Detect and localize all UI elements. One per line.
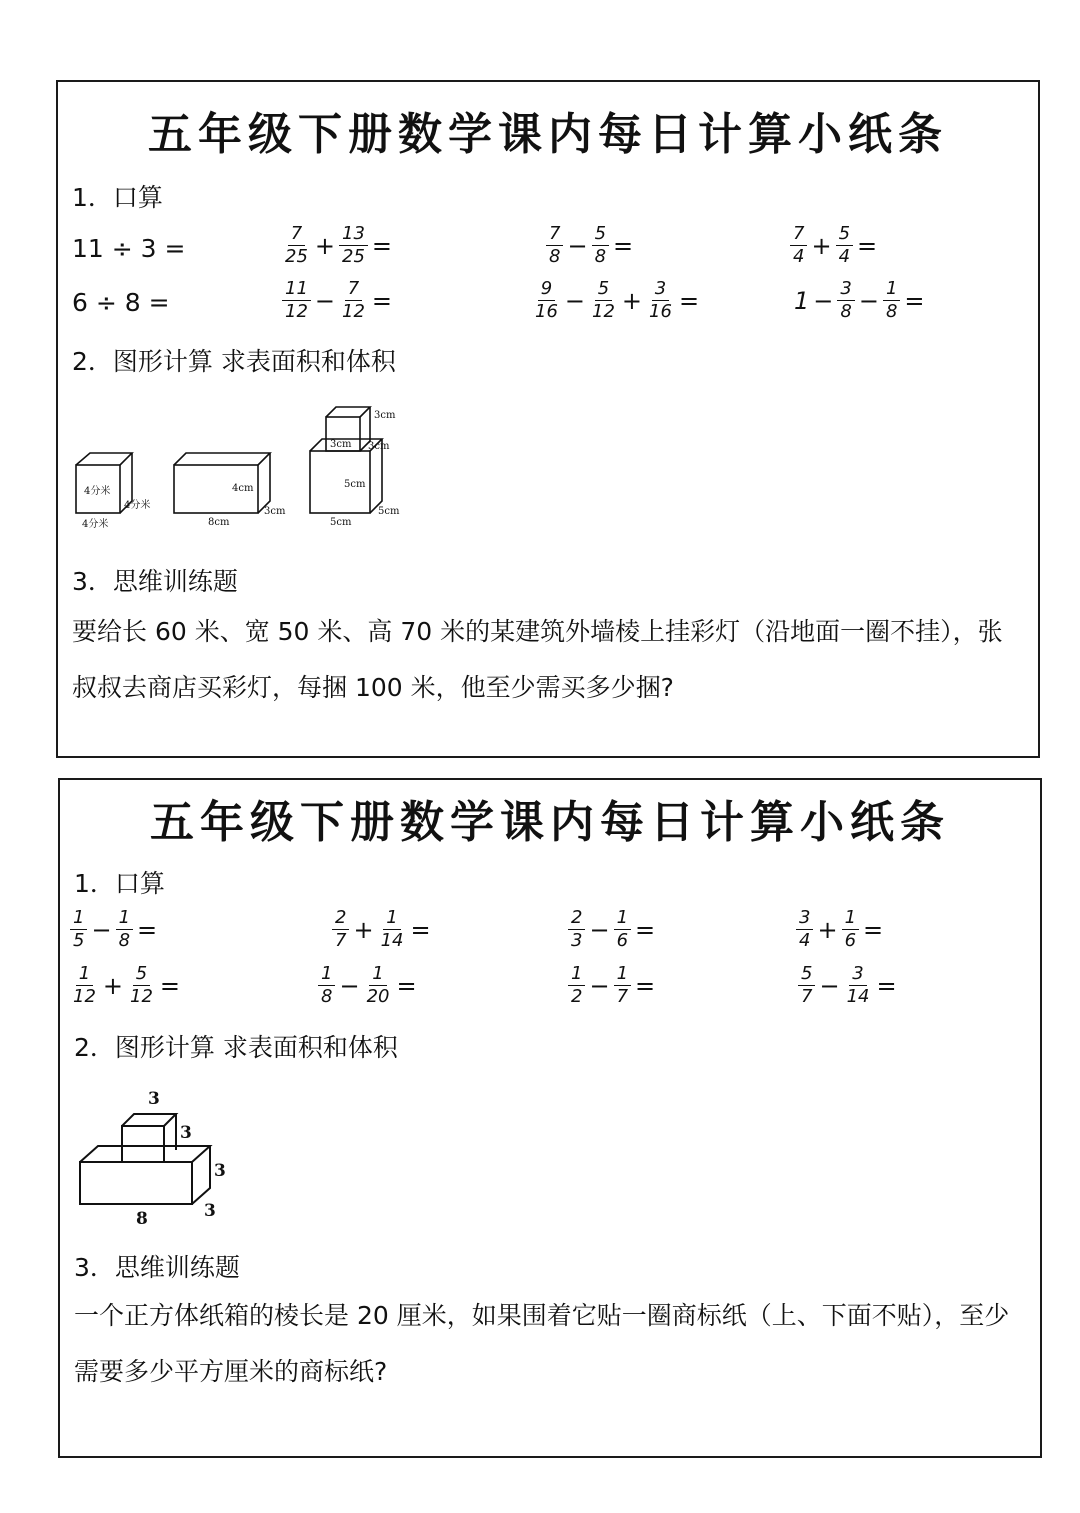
- fraction-expression: $\frac{3}{4}$ + $\frac{1}{6}$ =: [794, 908, 885, 951]
- solid-figures: [68, 397, 428, 537]
- big-cube-bottom-label: 5cm: [330, 517, 352, 528]
- base-top: [80, 1146, 210, 1162]
- fraction-expression: $\frac{5}{7}$ − $\frac{3}{14}$ =: [796, 964, 899, 1007]
- cube-bottom-label: 4分米: [82, 519, 109, 530]
- fraction-expression: $\frac{7}{25}$ + $\frac{13}{25}$ =: [285, 223, 393, 267]
- card-title: 五年级下册数学课内每日计算小纸条: [148, 109, 948, 160]
- section-mental-math-heading: 1．口算: [74, 869, 165, 898]
- word-problem: 一个正方体纸箱的棱长是 20 厘米，如果围着它贴一圈商标纸（上、下面不贴），至少需要多少平方厘米的商标纸?: [74, 1301, 1010, 1386]
- composite-solid-figure: [72, 1082, 242, 1232]
- cube-front-label: 4分米: [84, 486, 111, 497]
- cuboid-front-label: 4cm: [232, 483, 254, 494]
- big-cube-front-label: 5cm: [344, 479, 366, 490]
- fraction-expression: $\frac{1}{5}$ − $\frac{1}{8}$ =: [68, 908, 159, 951]
- division-expression: 11 ÷ 3 =: [72, 234, 186, 263]
- fraction-expression: $\frac{1}{2}$ − $\frac{1}{7}$ =: [566, 964, 657, 1007]
- base-side-dim-label: 3: [214, 1161, 226, 1181]
- base-front: [80, 1162, 192, 1204]
- small-cube-right-label: 3cm: [368, 441, 390, 452]
- small-cube-side-label: 3cm: [374, 410, 396, 421]
- cuboid-side-label: 3cm: [264, 506, 286, 517]
- base-length-dim-label: 8: [136, 1209, 148, 1229]
- fraction-expression: 1 − $\frac{3}{8}$ − $\frac{1}{8}$ =: [794, 278, 925, 322]
- cube-side-label: 4分米: [124, 500, 151, 511]
- fraction-expression: $\frac{2}{3}$ − $\frac{1}{6}$ =: [566, 908, 657, 951]
- cuboid-side: [258, 453, 270, 513]
- division-expression: 6 ÷ 8 =: [72, 288, 170, 317]
- word-problem: 要给长 60 米、宽 50 米、高 70 米的某建筑外墙棱上挂彩灯（沿地面一圈不挂），张叔叔去商店买彩灯，每捆 100 米，他至少需买多少捆?: [72, 617, 1003, 702]
- cube-top: [76, 453, 132, 465]
- fraction-expression: $\frac{11}{12}$ − $\frac{7}{12}$ =: [280, 279, 394, 322]
- small-cube-top: [326, 407, 370, 417]
- fraction-expression: $\frac{9}{16}$ − $\frac{5}{12}$ + $\frac{3}{16}$ =: [535, 278, 700, 322]
- fraction-expression: $\frac{1}{12}$ + $\frac{5}{12}$ =: [73, 963, 181, 1007]
- fraction-expression: $\frac{2}{7}$ + $\frac{1}{14}$ =: [330, 908, 433, 951]
- cuboid-top: [174, 453, 270, 465]
- big-cube-side-label: 5cm: [378, 506, 400, 517]
- fraction-expression: $\frac{7}{8}$ − $\frac{5}{8}$ =: [544, 224, 635, 267]
- fraction-expression: $\frac{7}{4}$ + $\frac{5}{4}$ =: [788, 224, 879, 267]
- section-thinking-heading: 3．思维训练题: [74, 1253, 240, 1282]
- section-geometry-heading: 2．图形计算 求表面积和体积: [74, 1033, 398, 1062]
- top-cube-front: [122, 1126, 164, 1162]
- top-cube-top: [122, 1114, 176, 1126]
- section-thinking-heading: 3．思维训练题: [72, 567, 238, 596]
- top-side-dim-label: 3: [180, 1123, 192, 1143]
- small-cube-front-label: 3cm: [330, 439, 352, 450]
- worksheet-card-2: [58, 778, 1042, 1458]
- card-title: 五年级下册数学课内每日计算小纸条: [150, 797, 950, 848]
- section-geometry-heading: 2．图形计算 求表面积和体积: [72, 347, 396, 376]
- section-mental-math-heading: 1．口算: [72, 183, 163, 212]
- top-dim-label: 3: [148, 1089, 160, 1109]
- fraction-expression: $\frac{1}{8}$ − $\frac{1}{20}$ =: [316, 964, 419, 1007]
- cuboid-bottom-label: 8cm: [208, 517, 230, 528]
- worksheet-card-1: [56, 80, 1040, 758]
- base-depth-dim-label: 3: [204, 1201, 216, 1221]
